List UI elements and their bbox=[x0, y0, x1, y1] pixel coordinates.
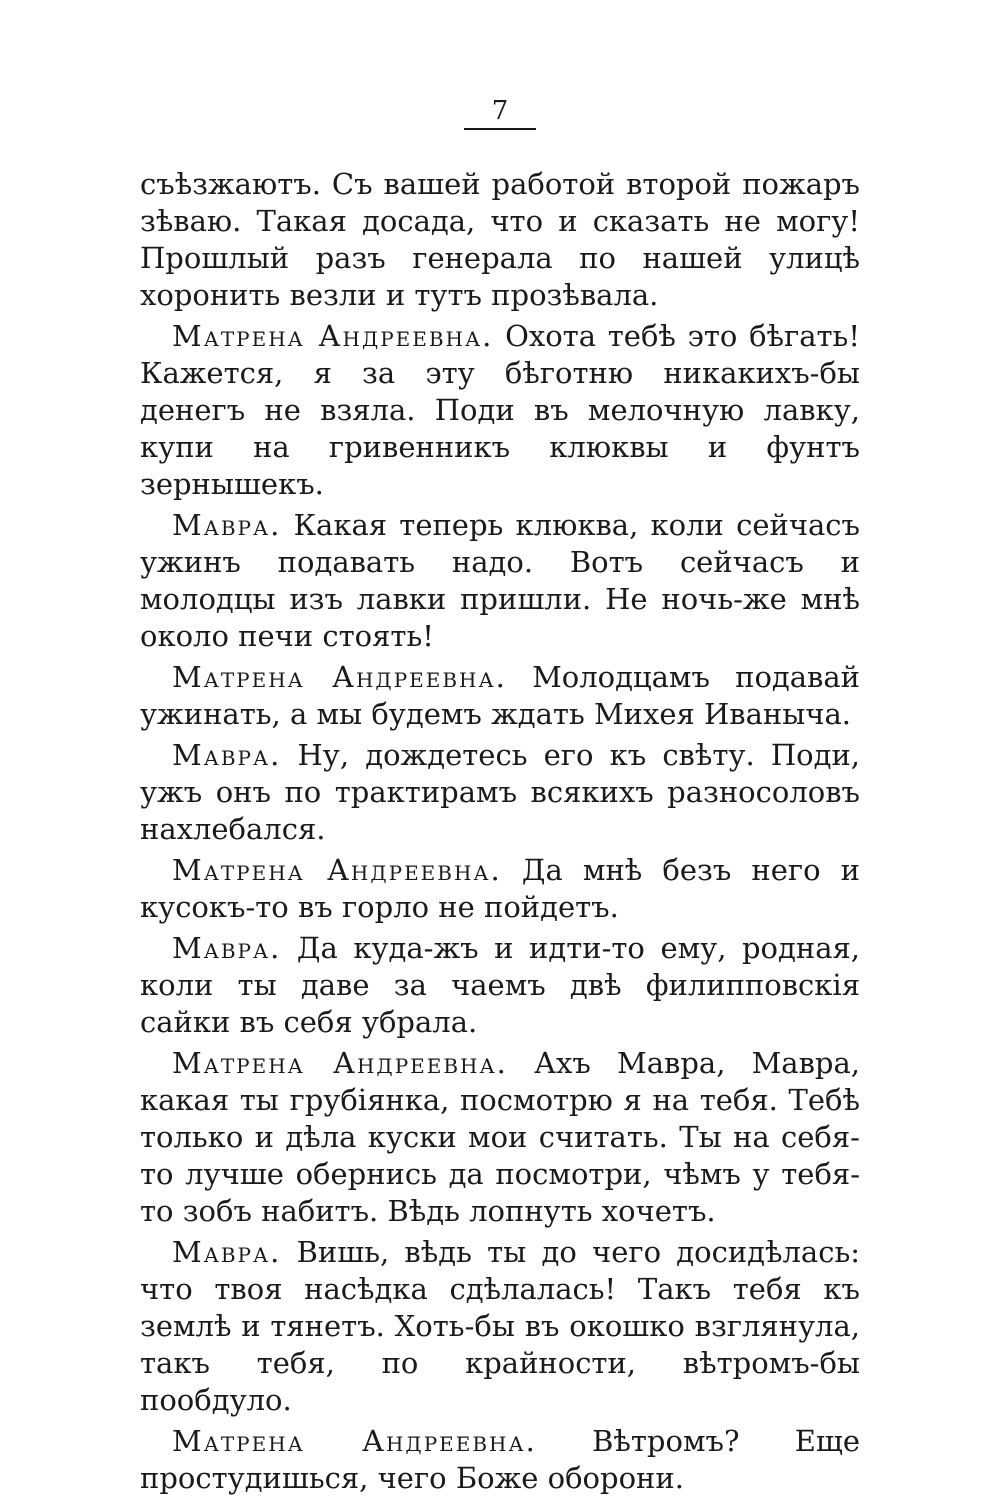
paragraph bbox=[140, 930, 860, 1041]
paragraph bbox=[140, 1423, 860, 1497]
speaker-name: Мавра. bbox=[172, 1235, 282, 1269]
paragraph bbox=[140, 737, 860, 848]
paragraph bbox=[140, 1045, 860, 1230]
paragraph bbox=[140, 852, 860, 926]
paragraph bbox=[140, 507, 860, 655]
speaker-name: Мавра. bbox=[172, 508, 282, 542]
paragraph bbox=[140, 1234, 860, 1419]
paragraph-text: Да мнѣ безъ него и кусокъ-то въ горло не пойдетъ. bbox=[140, 853, 860, 924]
paragraph-text: Ахъ Мавра, Мавра, какая ты грубіянка, посмотрю я на тебя. Тебѣ только и дѣла куски мои считать. Ты на себя-то лучше обернись да посмотри, чѣмъ у тебя-то зобъ набитъ. Вѣдь лопнуть хочетъ. bbox=[140, 1046, 860, 1228]
speaker-name: Мавра. bbox=[172, 738, 282, 772]
paragraph-text: Вишь, вѣдь ты до чего досидѣлась: что твоя насѣдка сдѣлалась! Такъ тебя къ землѣ и тянетъ. Хоть-бы въ окошко взглянула, такъ тебя, по крайности, вѣтромъ-бы пообдуло. bbox=[140, 1235, 860, 1417]
paragraph-text: Вѣтромъ? Еще простудишься, чего Боже оборони. bbox=[140, 1424, 860, 1495]
speaker-name: Мавра. bbox=[172, 931, 282, 965]
paragraph-text: Какая теперь клюква, коли сейчасъ ужинъ подавать надо. Вотъ сейчасъ и молодцы изъ лавки пришли. Не ночь-же мнѣ около печи стоять! bbox=[140, 508, 860, 653]
speaker-name: Матрена Андреевна. bbox=[172, 660, 507, 694]
speaker-name: Матрена Андреевна. bbox=[172, 319, 494, 353]
paragraph bbox=[140, 659, 860, 733]
speaker-name: Матрена Андреевна. bbox=[172, 1046, 508, 1080]
paragraph-text: Охота тебѣ это бѣгать! Кажется, я за эту бѣготню никакихъ-бы денегъ не взяла. Поди въ мелочную лавку, купи на гривенникъ клюквы и фунтъ зернышекъ. bbox=[140, 319, 860, 501]
paragraph-text: Молодцамъ подавай ужинать, а мы будемъ ждать Михея Иваныча. bbox=[140, 660, 861, 731]
paragraph bbox=[140, 166, 860, 314]
page-number: 7 bbox=[491, 96, 509, 126]
paragraph-text: Да куда-жъ и идти-то ему, родная, коли ты даве за чаемъ двѣ филипповскія сайки въ себя убрала. bbox=[140, 931, 861, 1039]
page-text bbox=[140, 166, 860, 1501]
speaker-name: Матрена Андреевна. bbox=[172, 1424, 537, 1458]
speaker-name: Матрена Андреевна. bbox=[172, 853, 502, 887]
paragraph-text: Ну, дождетесь его къ свѣту. Поди, ужъ онъ по трактирамъ всякихъ разносоловъ нахлебался. bbox=[140, 738, 860, 846]
paragraph-text: съѣзжаютъ. Съ вашей работой второй пожаръ зѣваю. Такая досада, что и сказать не могу! Прошлый разъ генерала по нашей улицѣ хоронить везли и тутъ прозѣвала. bbox=[140, 167, 860, 312]
paragraph bbox=[140, 318, 860, 503]
page-number-rule bbox=[464, 128, 536, 130]
